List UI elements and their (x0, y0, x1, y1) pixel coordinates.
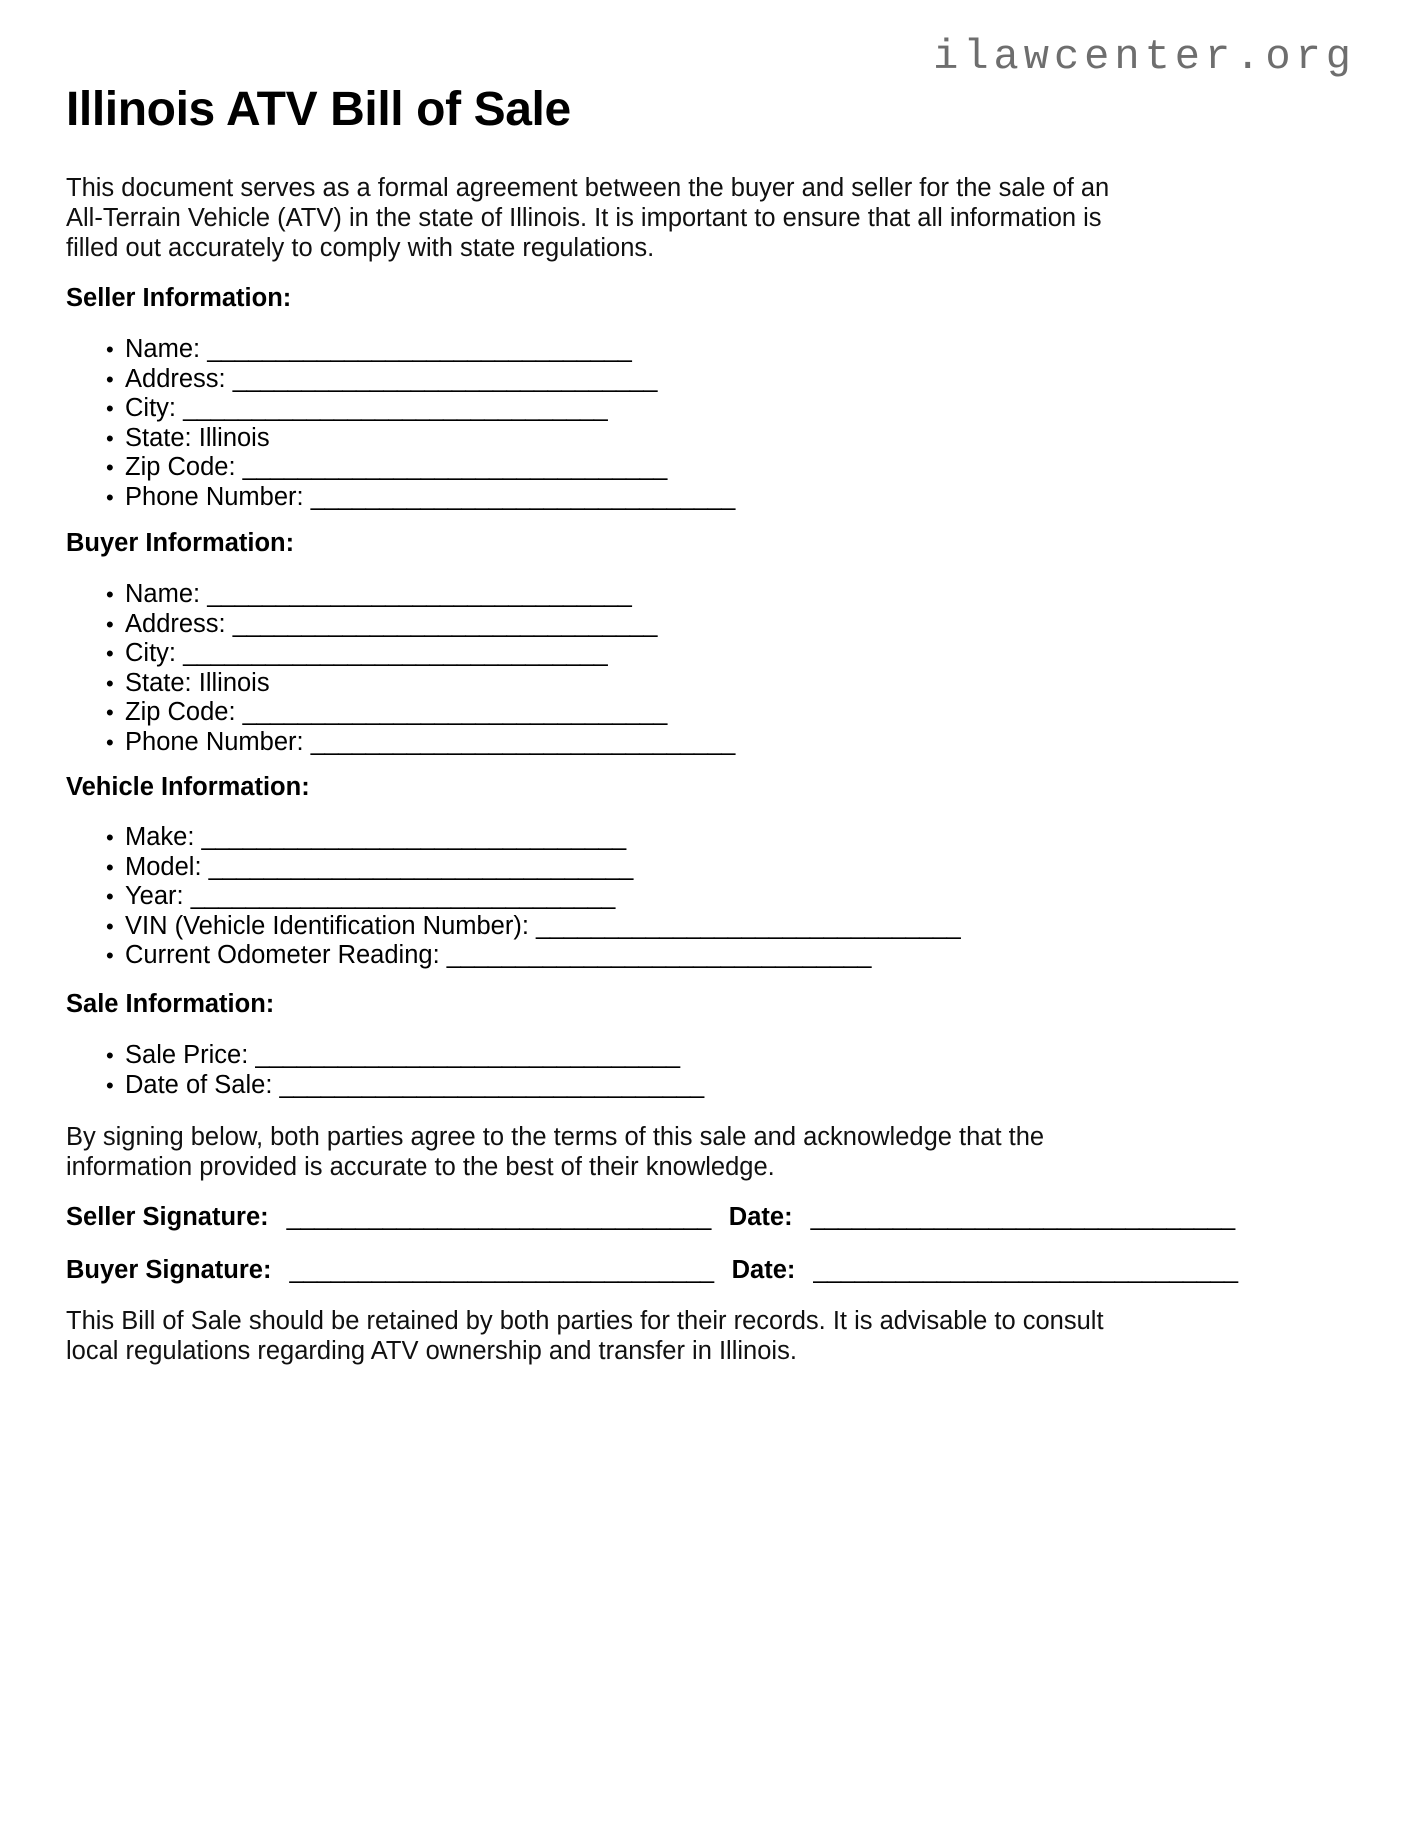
sale-information-section (66, 989, 274, 1019)
field-seller-state (66, 424, 735, 454)
field-seller-address (66, 365, 735, 395)
field-label: Address: (125, 364, 226, 393)
field-date-of-sale (66, 1071, 704, 1101)
field-blank-line[interactable]: _______________________________ (255, 1041, 680, 1069)
field-blank-line[interactable]: _______________________________ (201, 823, 626, 851)
field-buyer-phone (66, 728, 735, 758)
buyer-signature-label: Buyer Signature: (66, 1256, 272, 1284)
buyer-date-label: Date: (731, 1256, 796, 1284)
field-buyer-address (66, 610, 735, 640)
field-label: City: (125, 394, 176, 422)
field-label: Name: (125, 335, 201, 363)
field-label: State: (125, 423, 192, 452)
buyer-field-list (66, 580, 735, 757)
seller-information-section (66, 283, 291, 313)
buyer-information-section (66, 528, 294, 558)
field-label: Model: (125, 852, 202, 881)
closing-paragraph: This Bill of Sale should be retained by both parties for their records. It is advisable to consult local regulations regarding ATV ownership and transfer in Illinois. (66, 1307, 1104, 1365)
field-label: Name: (125, 580, 201, 608)
intro-paragraph: This document serves as a formal agreement between the buyer and seller for the sale of an All-Terrain Vehicle (ATV) in the state of Illinois. It is important to ensure that all information is filled out accurately to comply with state regulations. (66, 174, 1110, 262)
field-label: Phone Number: (125, 727, 304, 756)
field-label: Zip Code: (125, 453, 236, 481)
field-value: Illinois (198, 423, 270, 452)
buyer-section-heading: Buyer Information: (66, 529, 295, 557)
field-seller-zip (66, 453, 735, 483)
field-blank-line[interactable]: _______________________________ (536, 911, 961, 940)
field-vehicle-year (66, 882, 960, 912)
field-label: Make: (125, 823, 195, 851)
field-label: Year: (125, 882, 184, 910)
field-seller-phone (66, 483, 735, 513)
site-watermark: ilawcenter.org (933, 33, 1356, 81)
vehicle-section-heading: Vehicle Information: (66, 773, 310, 801)
field-label: Current Odometer Reading: (125, 941, 440, 969)
seller-signature-line[interactable]: _______________________________ (286, 1203, 711, 1231)
field-buyer-city (66, 639, 735, 669)
field-blank-line[interactable]: _______________________________ (190, 882, 615, 910)
field-value: Illinois (198, 668, 270, 697)
field-label: Address: (125, 609, 226, 638)
buyer-date-line[interactable]: _______________________________ (813, 1256, 1238, 1284)
field-blank-line[interactable]: _______________________________ (242, 453, 667, 481)
field-blank-line[interactable]: _______________________________ (183, 394, 608, 422)
field-blank-line[interactable]: _______________________________ (279, 1070, 704, 1099)
field-blank-line[interactable]: _______________________________ (242, 698, 667, 726)
seller-section-heading: Seller Information: (66, 284, 292, 312)
field-blank-line[interactable]: _______________________________ (310, 727, 735, 756)
field-blank-line[interactable]: _______________________________ (207, 335, 632, 363)
agreement-paragraph: By signing below, both parties agree to the terms of this sale and acknowledge that the information provided is accurate to the best of their knowledge. (66, 1123, 1045, 1181)
field-blank-line[interactable]: _______________________________ (232, 609, 657, 638)
field-label: City: (125, 639, 176, 667)
field-vehicle-model (66, 853, 960, 883)
field-seller-name (66, 335, 735, 365)
field-label: Phone Number: (125, 482, 304, 511)
field-seller-city (66, 394, 735, 424)
sale-section-heading: Sale Information: (66, 990, 275, 1018)
seller-signature-label: Seller Signature: (66, 1203, 269, 1231)
field-label: State: (125, 668, 192, 697)
seller-signature-row (66, 1202, 1235, 1232)
field-blank-line[interactable]: _______________________________ (446, 941, 871, 969)
seller-date-label: Date: (728, 1203, 793, 1231)
field-blank-line[interactable]: _______________________________ (183, 639, 608, 667)
buyer-signature-line[interactable]: _______________________________ (289, 1256, 714, 1284)
vehicle-field-list (66, 823, 960, 971)
field-buyer-state (66, 669, 735, 699)
page-title: Illinois ATV Bill of Sale (66, 83, 571, 136)
field-vehicle-make (66, 823, 960, 853)
field-vehicle-odometer (66, 941, 960, 971)
field-blank-line[interactable]: _______________________________ (208, 852, 633, 881)
field-sale-price (66, 1041, 704, 1071)
field-blank-line[interactable]: _______________________________ (207, 580, 632, 608)
field-label: Sale Price: (125, 1041, 249, 1069)
field-label: VIN (Vehicle Identification Number): (125, 911, 529, 940)
field-label: Zip Code: (125, 698, 236, 726)
seller-date-line[interactable]: _______________________________ (810, 1203, 1235, 1231)
vehicle-information-section (66, 772, 310, 802)
buyer-signature-row (66, 1255, 1238, 1285)
field-buyer-zip (66, 698, 735, 728)
field-vehicle-vin (66, 912, 960, 942)
field-label: Date of Sale: (125, 1070, 273, 1099)
field-buyer-name (66, 580, 735, 610)
seller-field-list (66, 335, 735, 512)
field-blank-line[interactable]: _______________________________ (310, 482, 735, 511)
field-blank-line[interactable]: _______________________________ (232, 364, 657, 393)
sale-field-list (66, 1041, 704, 1100)
